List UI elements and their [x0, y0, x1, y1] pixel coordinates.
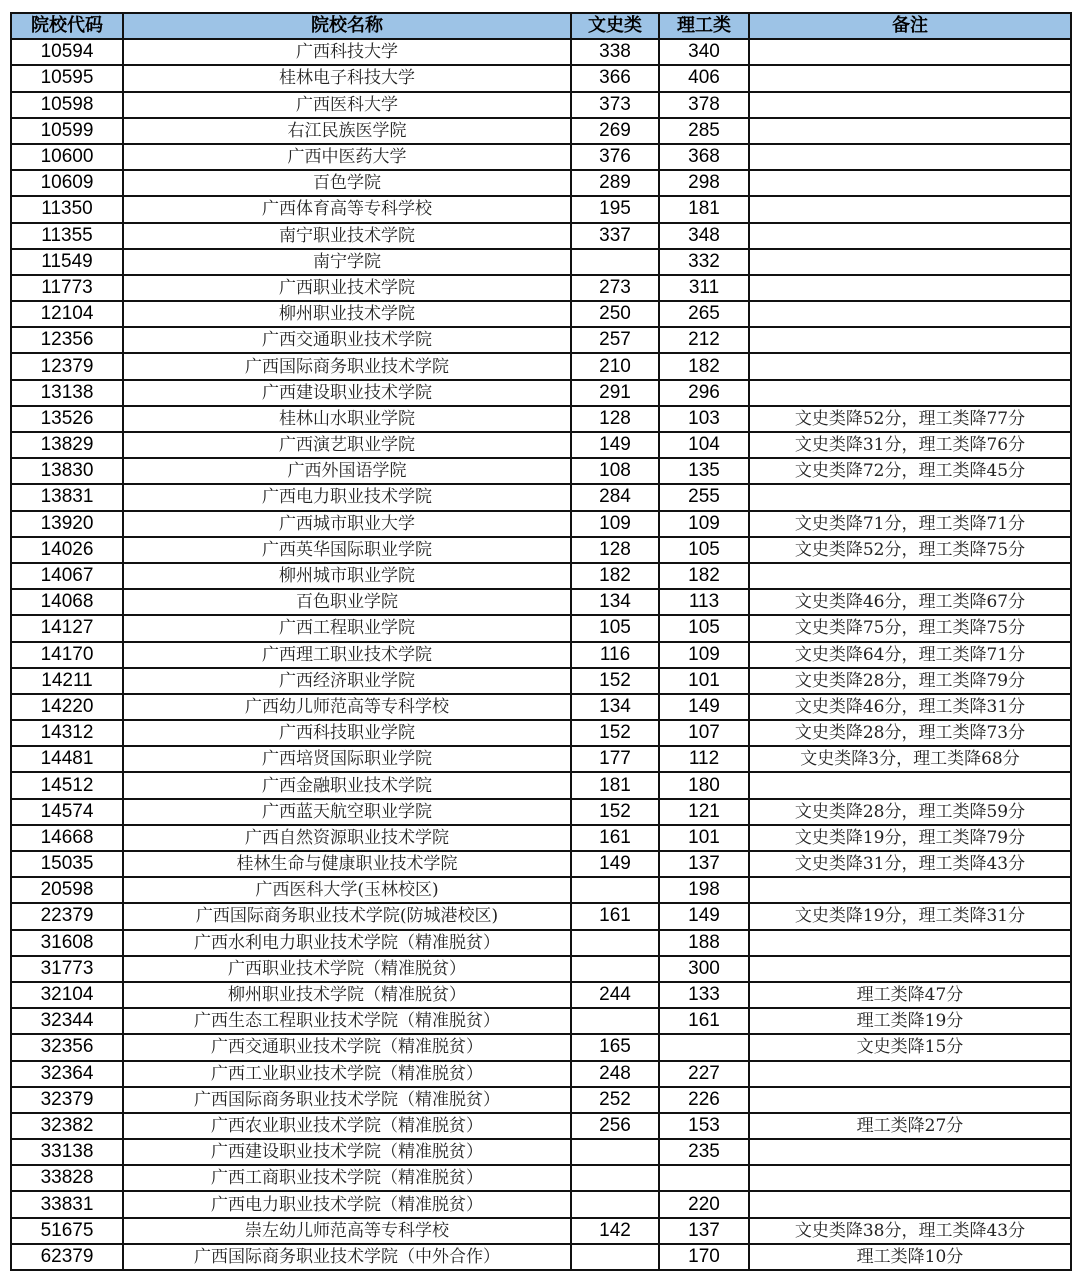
- arts-score-cell: 252: [571, 1087, 659, 1113]
- table-row: [11, 301, 1071, 327]
- table-row: [11, 39, 1071, 65]
- remarks-cell: 文史类降31分，理工类降76分: [749, 432, 1071, 458]
- science-score-cell: 181: [659, 196, 749, 222]
- school-code-cell: 33138: [11, 1139, 123, 1165]
- header-science-score: 理工类: [659, 13, 749, 39]
- remarks-cell: [749, 353, 1071, 379]
- school-code-cell: 14068: [11, 589, 123, 615]
- table-row: [11, 1218, 1071, 1244]
- school-name-cell: 百色职业学院: [123, 589, 571, 615]
- school-code-cell: 14170: [11, 642, 123, 668]
- table-row: [11, 511, 1071, 537]
- remarks-cell: 文史类降28分，理工类降79分: [749, 668, 1071, 694]
- school-code-cell: 14512: [11, 772, 123, 798]
- arts-score-cell: 134: [571, 589, 659, 615]
- school-code-cell: 14211: [11, 668, 123, 694]
- remarks-cell: [749, 1191, 1071, 1217]
- table-row: [11, 799, 1071, 825]
- table-row: [11, 432, 1071, 458]
- school-name-cell: 南宁职业技术学院: [123, 223, 571, 249]
- school-code-cell: 11773: [11, 275, 123, 301]
- science-score-cell: 182: [659, 563, 749, 589]
- school-name-cell: 广西生态工程职业技术学院（精准脱贫）: [123, 1008, 571, 1034]
- school-name-cell: 广西国际商务职业技术学院（精准脱贫）: [123, 1087, 571, 1113]
- table-row: [11, 118, 1071, 144]
- school-code-cell: 11355: [11, 223, 123, 249]
- arts-score-cell: 248: [571, 1061, 659, 1087]
- table-row: [11, 65, 1071, 91]
- school-code-cell: 32379: [11, 1087, 123, 1113]
- school-name-cell: 广西医科大学: [123, 92, 571, 118]
- arts-score-cell: 161: [571, 903, 659, 929]
- table-row: [11, 1034, 1071, 1060]
- table-row: [11, 353, 1071, 379]
- science-score-cell: 212: [659, 327, 749, 353]
- school-code-cell: 14220: [11, 694, 123, 720]
- school-name-cell: 广西水利电力职业技术学院（精准脱贫）: [123, 930, 571, 956]
- arts-score-cell: 116: [571, 642, 659, 668]
- arts-score-cell: 210: [571, 353, 659, 379]
- school-name-cell: 柳州城市职业学院: [123, 563, 571, 589]
- remarks-cell: [749, 877, 1071, 903]
- arts-score-cell: 289: [571, 170, 659, 196]
- science-score-cell: 137: [659, 1218, 749, 1244]
- remarks-cell: [749, 380, 1071, 406]
- table-row: [11, 170, 1071, 196]
- table-row: [11, 144, 1071, 170]
- science-score-cell: 103: [659, 406, 749, 432]
- school-code-cell: 33828: [11, 1165, 123, 1191]
- remarks-cell: [749, 930, 1071, 956]
- table-row: [11, 825, 1071, 851]
- arts-score-cell: 376: [571, 144, 659, 170]
- table-row: [11, 1244, 1071, 1270]
- science-score-cell: 112: [659, 746, 749, 772]
- school-name-cell: 广西英华国际职业学院: [123, 537, 571, 563]
- arts-score-cell: 108: [571, 458, 659, 484]
- remarks-cell: [749, 1061, 1071, 1087]
- admission-scores-table: [10, 12, 1072, 1271]
- science-score-cell: 368: [659, 144, 749, 170]
- school-name-cell: 广西培贤国际职业学院: [123, 746, 571, 772]
- remarks-cell: [749, 327, 1071, 353]
- science-score-cell: 149: [659, 694, 749, 720]
- arts-score-cell: [571, 249, 659, 275]
- school-code-cell: 13829: [11, 432, 123, 458]
- school-code-cell: 32382: [11, 1113, 123, 1139]
- school-code-cell: 20598: [11, 877, 123, 903]
- arts-score-cell: 177: [571, 746, 659, 772]
- school-code-cell: 10594: [11, 39, 123, 65]
- arts-score-cell: 149: [571, 851, 659, 877]
- remarks-cell: 理工类降27分: [749, 1113, 1071, 1139]
- remarks-cell: 文史类降46分，理工类降31分: [749, 694, 1071, 720]
- school-name-cell: 广西演艺职业学院: [123, 432, 571, 458]
- school-name-cell: 广西交通职业技术学院: [123, 327, 571, 353]
- school-code-cell: 22379: [11, 903, 123, 929]
- school-code-cell: 32364: [11, 1061, 123, 1087]
- arts-score-cell: 134: [571, 694, 659, 720]
- science-score-cell: 311: [659, 275, 749, 301]
- school-name-cell: 广西蓝天航空职业学院: [123, 799, 571, 825]
- table-row: [11, 275, 1071, 301]
- school-name-cell: 广西城市职业大学: [123, 511, 571, 537]
- science-score-cell: 113: [659, 589, 749, 615]
- school-name-cell: 广西建设职业技术学院（精准脱贫）: [123, 1139, 571, 1165]
- arts-score-cell: 149: [571, 432, 659, 458]
- arts-score-cell: 273: [571, 275, 659, 301]
- table-row: [11, 615, 1071, 641]
- remarks-cell: [749, 196, 1071, 222]
- remarks-cell: 文史类降31分，理工类降43分: [749, 851, 1071, 877]
- school-code-cell: 13830: [11, 458, 123, 484]
- science-score-cell: 121: [659, 799, 749, 825]
- science-score-cell: 378: [659, 92, 749, 118]
- remarks-cell: [749, 772, 1071, 798]
- table-row: [11, 563, 1071, 589]
- remarks-cell: [749, 118, 1071, 144]
- arts-score-cell: 128: [571, 406, 659, 432]
- arts-score-cell: [571, 877, 659, 903]
- remarks-cell: 文史类降75分，理工类降75分: [749, 615, 1071, 641]
- remarks-cell: [749, 956, 1071, 982]
- school-code-cell: 11350: [11, 196, 123, 222]
- arts-score-cell: 284: [571, 484, 659, 510]
- school-code-cell: 10598: [11, 92, 123, 118]
- table-row: [11, 642, 1071, 668]
- header-row: [11, 13, 1071, 39]
- arts-score-cell: 161: [571, 825, 659, 851]
- science-score-cell: 105: [659, 615, 749, 641]
- table-row: [11, 903, 1071, 929]
- arts-score-cell: [571, 956, 659, 982]
- science-score-cell: 340: [659, 39, 749, 65]
- science-score-cell: 188: [659, 930, 749, 956]
- arts-score-cell: [571, 1191, 659, 1217]
- remarks-cell: 文史类降71分，理工类降71分: [749, 511, 1071, 537]
- arts-score-cell: [571, 930, 659, 956]
- remarks-cell: [749, 170, 1071, 196]
- science-score-cell: 170: [659, 1244, 749, 1270]
- remarks-cell: 文史类降28分，理工类降59分: [749, 799, 1071, 825]
- school-code-cell: 10599: [11, 118, 123, 144]
- school-code-cell: 31773: [11, 956, 123, 982]
- science-score-cell: 137: [659, 851, 749, 877]
- school-code-cell: 15035: [11, 851, 123, 877]
- school-name-cell: 广西国际商务职业技术学院（中外合作）: [123, 1244, 571, 1270]
- school-name-cell: 广西国际商务职业技术学院: [123, 353, 571, 379]
- school-code-cell: 14312: [11, 720, 123, 746]
- science-score-cell: 406: [659, 65, 749, 91]
- school-name-cell: 广西中医药大学: [123, 144, 571, 170]
- school-name-cell: 右江民族医学院: [123, 118, 571, 144]
- arts-score-cell: 338: [571, 39, 659, 65]
- remarks-cell: 文史类降38分，理工类降43分: [749, 1218, 1071, 1244]
- remarks-cell: [749, 484, 1071, 510]
- remarks-cell: [749, 275, 1071, 301]
- school-name-cell: 柳州职业技术学院（精准脱贫）: [123, 982, 571, 1008]
- school-code-cell: 12104: [11, 301, 123, 327]
- table-row: [11, 196, 1071, 222]
- school-name-cell: 广西电力职业技术学院（精准脱贫）: [123, 1191, 571, 1217]
- table-row: [11, 327, 1071, 353]
- school-name-cell: 桂林生命与健康职业技术学院: [123, 851, 571, 877]
- school-name-cell: 广西建设职业技术学院: [123, 380, 571, 406]
- school-name-cell: 桂林山水职业学院: [123, 406, 571, 432]
- table-row: [11, 877, 1071, 903]
- remarks-cell: [749, 65, 1071, 91]
- remarks-cell: 理工类降47分: [749, 982, 1071, 1008]
- remarks-cell: 文史类降52分，理工类降77分: [749, 406, 1071, 432]
- remarks-cell: 文史类降19分，理工类降79分: [749, 825, 1071, 851]
- table-row: [11, 380, 1071, 406]
- school-name-cell: 广西体育高等专科学校: [123, 196, 571, 222]
- school-code-cell: 12379: [11, 353, 123, 379]
- science-score-cell: 109: [659, 511, 749, 537]
- school-code-cell: 32356: [11, 1034, 123, 1060]
- remarks-cell: [749, 249, 1071, 275]
- table-row: [11, 484, 1071, 510]
- science-score-cell: 101: [659, 668, 749, 694]
- science-score-cell: 161: [659, 1008, 749, 1034]
- science-score-cell: 332: [659, 249, 749, 275]
- science-score-cell: 153: [659, 1113, 749, 1139]
- science-score-cell: 255: [659, 484, 749, 510]
- header-school-code: 院校代码: [11, 13, 123, 39]
- school-code-cell: 62379: [11, 1244, 123, 1270]
- table-row: [11, 1191, 1071, 1217]
- table-row: [11, 982, 1071, 1008]
- remarks-cell: [749, 144, 1071, 170]
- table-row: [11, 92, 1071, 118]
- remarks-cell: 文史类降46分，理工类降67分: [749, 589, 1071, 615]
- table-row: [11, 589, 1071, 615]
- school-code-cell: 13526: [11, 406, 123, 432]
- arts-score-cell: 269: [571, 118, 659, 144]
- school-name-cell: 广西电力职业技术学院: [123, 484, 571, 510]
- school-name-cell: 广西科技大学: [123, 39, 571, 65]
- school-code-cell: 14026: [11, 537, 123, 563]
- school-name-cell: 广西工业职业技术学院（精准脱贫）: [123, 1061, 571, 1087]
- school-code-cell: 13831: [11, 484, 123, 510]
- science-score-cell: 226: [659, 1087, 749, 1113]
- school-name-cell: 广西工商职业技术学院（精准脱贫）: [123, 1165, 571, 1191]
- arts-score-cell: 291: [571, 380, 659, 406]
- science-score-cell: 101: [659, 825, 749, 851]
- science-score-cell: 285: [659, 118, 749, 144]
- arts-score-cell: 181: [571, 772, 659, 798]
- arts-score-cell: 152: [571, 720, 659, 746]
- arts-score-cell: 109: [571, 511, 659, 537]
- science-score-cell: 198: [659, 877, 749, 903]
- arts-score-cell: 244: [571, 982, 659, 1008]
- remarks-cell: [749, 92, 1071, 118]
- remarks-cell: 文史类降15分: [749, 1034, 1071, 1060]
- remarks-cell: 文史类降28分，理工类降73分: [749, 720, 1071, 746]
- school-name-cell: 广西理工职业技术学院: [123, 642, 571, 668]
- header-arts-score: 文史类: [571, 13, 659, 39]
- table-row: [11, 1113, 1071, 1139]
- science-score-cell: 149: [659, 903, 749, 929]
- school-code-cell: 13138: [11, 380, 123, 406]
- science-score-cell: 348: [659, 223, 749, 249]
- arts-score-cell: 182: [571, 563, 659, 589]
- science-score-cell: 182: [659, 353, 749, 379]
- table-row: [11, 1139, 1071, 1165]
- school-code-cell: 10609: [11, 170, 123, 196]
- table-row: [11, 249, 1071, 275]
- remarks-cell: [749, 223, 1071, 249]
- school-name-cell: 广西交通职业技术学院（精准脱贫）: [123, 1034, 571, 1060]
- remarks-cell: [749, 301, 1071, 327]
- science-score-cell: 105: [659, 537, 749, 563]
- table-row: [11, 1165, 1071, 1191]
- school-code-cell: 12356: [11, 327, 123, 353]
- table-row: [11, 956, 1071, 982]
- school-name-cell: 广西经济职业学院: [123, 668, 571, 694]
- school-name-cell: 柳州职业技术学院: [123, 301, 571, 327]
- arts-score-cell: 152: [571, 668, 659, 694]
- remarks-cell: 理工类降10分: [749, 1244, 1071, 1270]
- science-score-cell: 300: [659, 956, 749, 982]
- arts-score-cell: 257: [571, 327, 659, 353]
- school-name-cell: 南宁学院: [123, 249, 571, 275]
- arts-score-cell: [571, 1139, 659, 1165]
- arts-score-cell: 250: [571, 301, 659, 327]
- school-name-cell: 百色学院: [123, 170, 571, 196]
- table-row: [11, 1008, 1071, 1034]
- arts-score-cell: 128: [571, 537, 659, 563]
- school-code-cell: 51675: [11, 1218, 123, 1244]
- table-row: [11, 223, 1071, 249]
- table-body: [11, 39, 1071, 1270]
- arts-score-cell: [571, 1008, 659, 1034]
- school-code-cell: 14481: [11, 746, 123, 772]
- science-score-cell: 180: [659, 772, 749, 798]
- header-school-name: 院校名称: [123, 13, 571, 39]
- arts-score-cell: 337: [571, 223, 659, 249]
- science-score-cell: 296: [659, 380, 749, 406]
- remarks-cell: [749, 1139, 1071, 1165]
- header-remarks: 备注: [749, 13, 1071, 39]
- school-code-cell: 10600: [11, 144, 123, 170]
- remarks-cell: [749, 1165, 1071, 1191]
- table-row: [11, 772, 1071, 798]
- school-code-cell: 32104: [11, 982, 123, 1008]
- table-row: [11, 537, 1071, 563]
- table-row: [11, 746, 1071, 772]
- remarks-cell: 文史类降52分，理工类降75分: [749, 537, 1071, 563]
- school-name-cell: 广西医科大学(玉林校区): [123, 877, 571, 903]
- arts-score-cell: [571, 1244, 659, 1270]
- table-row: [11, 1061, 1071, 1087]
- school-name-cell: 广西外国语学院: [123, 458, 571, 484]
- science-score-cell: 235: [659, 1139, 749, 1165]
- school-name-cell: 广西科技职业学院: [123, 720, 571, 746]
- school-code-cell: 14574: [11, 799, 123, 825]
- remarks-cell: 文史类降72分，理工类降45分: [749, 458, 1071, 484]
- school-name-cell: 广西国际商务职业技术学院(防城港校区): [123, 903, 571, 929]
- science-score-cell: [659, 1034, 749, 1060]
- arts-score-cell: [571, 1165, 659, 1191]
- science-score-cell: 135: [659, 458, 749, 484]
- school-name-cell: 广西职业技术学院: [123, 275, 571, 301]
- remarks-cell: 文史类降64分，理工类降71分: [749, 642, 1071, 668]
- school-code-cell: 14067: [11, 563, 123, 589]
- school-code-cell: 32344: [11, 1008, 123, 1034]
- science-score-cell: 107: [659, 720, 749, 746]
- school-name-cell: 崇左幼儿师范高等专科学校: [123, 1218, 571, 1244]
- school-code-cell: 33831: [11, 1191, 123, 1217]
- arts-score-cell: 373: [571, 92, 659, 118]
- science-score-cell: 298: [659, 170, 749, 196]
- table-row: [11, 406, 1071, 432]
- school-name-cell: 广西职业技术学院（精准脱贫）: [123, 956, 571, 982]
- science-score-cell: 133: [659, 982, 749, 1008]
- arts-score-cell: 366: [571, 65, 659, 91]
- table-row: [11, 1087, 1071, 1113]
- arts-score-cell: 165: [571, 1034, 659, 1060]
- science-score-cell: 265: [659, 301, 749, 327]
- table-row: [11, 851, 1071, 877]
- science-score-cell: [659, 1165, 749, 1191]
- arts-score-cell: 142: [571, 1218, 659, 1244]
- remarks-cell: 文史类降19分，理工类降31分: [749, 903, 1071, 929]
- table-row: [11, 694, 1071, 720]
- school-name-cell: 桂林电子科技大学: [123, 65, 571, 91]
- school-name-cell: 广西农业职业技术学院（精准脱贫）: [123, 1113, 571, 1139]
- school-code-cell: 14127: [11, 615, 123, 641]
- school-code-cell: 14668: [11, 825, 123, 851]
- school-code-cell: 11549: [11, 249, 123, 275]
- science-score-cell: 104: [659, 432, 749, 458]
- school-code-cell: 13920: [11, 511, 123, 537]
- school-code-cell: 10595: [11, 65, 123, 91]
- remarks-cell: [749, 39, 1071, 65]
- science-score-cell: 227: [659, 1061, 749, 1087]
- remarks-cell: [749, 1087, 1071, 1113]
- remarks-cell: [749, 563, 1071, 589]
- arts-score-cell: 105: [571, 615, 659, 641]
- table-row: [11, 668, 1071, 694]
- school-name-cell: 广西金融职业技术学院: [123, 772, 571, 798]
- science-score-cell: 220: [659, 1191, 749, 1217]
- arts-score-cell: 195: [571, 196, 659, 222]
- arts-score-cell: 256: [571, 1113, 659, 1139]
- table-row: [11, 930, 1071, 956]
- school-code-cell: 31608: [11, 930, 123, 956]
- school-name-cell: 广西幼儿师范高等专科学校: [123, 694, 571, 720]
- school-name-cell: 广西工程职业学院: [123, 615, 571, 641]
- remarks-cell: 文史类降3分，理工类降68分: [749, 746, 1071, 772]
- remarks-cell: 理工类降19分: [749, 1008, 1071, 1034]
- table-row: [11, 458, 1071, 484]
- science-score-cell: 109: [659, 642, 749, 668]
- school-name-cell: 广西自然资源职业技术学院: [123, 825, 571, 851]
- table-row: [11, 720, 1071, 746]
- arts-score-cell: 152: [571, 799, 659, 825]
